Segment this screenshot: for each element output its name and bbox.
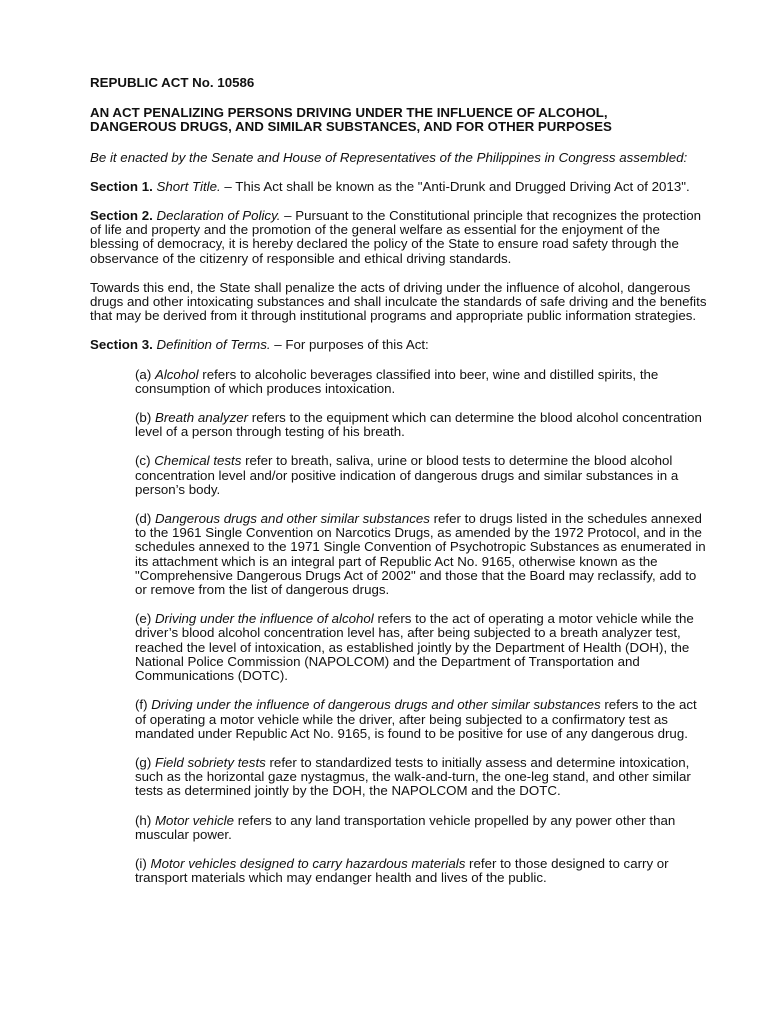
- act-long-title: [90, 106, 708, 134]
- section-2-paragraph-2: Towards this end, the State shall penalize the acts of driving under the influence of alcohol, dangerous drugs and other intoxicating substances and shall inculcate the standards of safe driving and the benefits that may be derived from it through institutional programs and appropriate public information strategies.: [90, 279, 707, 324]
- definition-term: Breath analyzer: [154, 410, 249, 426]
- definition-term: Driving under the influence of alcohol: [154, 611, 374, 627]
- definition-letter: (d): [135, 511, 155, 527]
- definition-item: [135, 756, 708, 799]
- definition-term: Chemical tests: [154, 453, 242, 469]
- long-title-line-2: DANGEROUS DRUGS, AND SIMILAR SUBSTANCES, AND FOR OTHER PURPOSES: [90, 119, 612, 135]
- definition-letter: (g): [135, 754, 155, 770]
- definition-item: [135, 857, 708, 885]
- definition-item: [135, 698, 708, 741]
- section-text: – This Act shall be known as the "Anti-Drunk and Drugged Driving Act of 2013".: [220, 178, 690, 194]
- definition-item: [135, 512, 708, 597]
- section-1: [90, 180, 708, 194]
- definition-text: refers to alcoholic beverages classified into beer, wine and distilled spirits, the consumption of which produces intoxication.: [135, 366, 659, 396]
- long-title-line-1: AN ACT PENALIZING PERSONS DRIVING UNDER THE INFLUENCE OF ALCOHOL,: [90, 105, 608, 121]
- definition-text: refers to any land transportation vehicle propelled by any power other than muscular power.: [135, 812, 676, 842]
- definition-item: [135, 411, 708, 439]
- definition-item: [135, 814, 708, 842]
- definition-letter: (c): [135, 453, 155, 469]
- definition-text: refers to the equipment which can determine the blood alcohol concentration level of a person through testing of his breath.: [135, 410, 702, 440]
- section-text: – For purposes of this Act:: [270, 337, 429, 353]
- definition-text: refer to drugs listed in the schedules annexed to the 1961 Single Convention on Narcotics Drugs, as amended by the 1972 Protocol, and in the schedules annexed to the 1971 Single Convention of Psychotropic Substances as enumerated in its attachment which is an integral part of Republic Act No. 9165, otherwise known as the "Comprehensive Dangerous Drugs Act of 2002" and those that the Board may reclassify, add to or remove from the list of dangerous drugs.: [135, 511, 706, 598]
- definition-term: Dangerous drugs and other similar substances: [154, 511, 430, 527]
- definition-item: [135, 454, 708, 497]
- definition-letter: (b): [135, 410, 155, 426]
- definition-letter: (i): [135, 855, 151, 871]
- definition-letter: (a): [135, 366, 155, 382]
- definition-term: Driving under the influence of dangerous drugs and other similar substances: [151, 697, 601, 713]
- definition-term: Alcohol: [154, 366, 199, 382]
- definition-item: [135, 368, 708, 396]
- definition-text: refer to standardized tests to initially assess and determine intoxication, such as the horizontal gaze nystagmus, the walk-and-turn, the one-leg stand, and other similar tests as determined jointly by the DOH, the NAPOLCOM and the DOTC.: [135, 754, 691, 799]
- section-text: – Pursuant to the Constitutional principle that recognizes the protection of life and property and the promotion of the general welfare as essential for the enjoyment of the blessing of democracy, it is hereby declared the policy of the State to ensure road safety through the observance of the citizenry of responsible and ethical driving standards.: [90, 208, 702, 266]
- definitions-list: [135, 368, 708, 886]
- section-2: [90, 209, 708, 266]
- enacting-clause: Be it enacted by the Senate and House of Representatives of the Philippines in Congress assembled:: [90, 149, 688, 165]
- definition-item: [135, 612, 708, 683]
- section-number: Section 2.: [90, 208, 153, 224]
- definition-letter: (f): [135, 697, 152, 713]
- definition-text: refers to the act of operating a motor vehicle while the driver, after being subjected to a confirmatory test as mandated under Republic Act No. 9165, is found to be positive for use of any dangerous drug.: [135, 697, 697, 741]
- definition-text: refer to breath, saliva, urine or blood tests to determine the blood alcohol concentration level and/or positive indication of dangerous drugs and similar substances in a person’s body.: [135, 453, 679, 497]
- definition-letter: (h): [135, 812, 155, 828]
- section-number: Section 3.: [90, 337, 153, 353]
- definition-letter: (e): [135, 611, 155, 627]
- definition-term: Motor vehicle: [154, 812, 235, 828]
- definition-text: refers to the act of operating a motor vehicle while the driver’s blood alcohol concentration level has, after being subjected to a breath analyzer test, reached the level of intoxication, as established jointly by the Department of Health (DOH), the National Police Commission (NAPOLCOM) and the Department of Transportation and Communications (DOTC).: [135, 611, 694, 684]
- definition-term: Field sobriety tests: [154, 754, 266, 770]
- definition-term: Motor vehicles designed to carry hazardous materials: [150, 855, 466, 871]
- act-number: REPUBLIC ACT No. 10586: [90, 75, 255, 90]
- section-number: Section 1.: [90, 178, 153, 194]
- section-heading: Short Title.: [156, 178, 221, 194]
- section-heading: Definition of Terms.: [156, 337, 271, 353]
- section-heading: Declaration of Policy.: [156, 208, 281, 224]
- definition-text: refer to those designed to carry or transport materials which may endanger health and lives of the public.: [135, 855, 669, 886]
- section-3: [90, 338, 708, 352]
